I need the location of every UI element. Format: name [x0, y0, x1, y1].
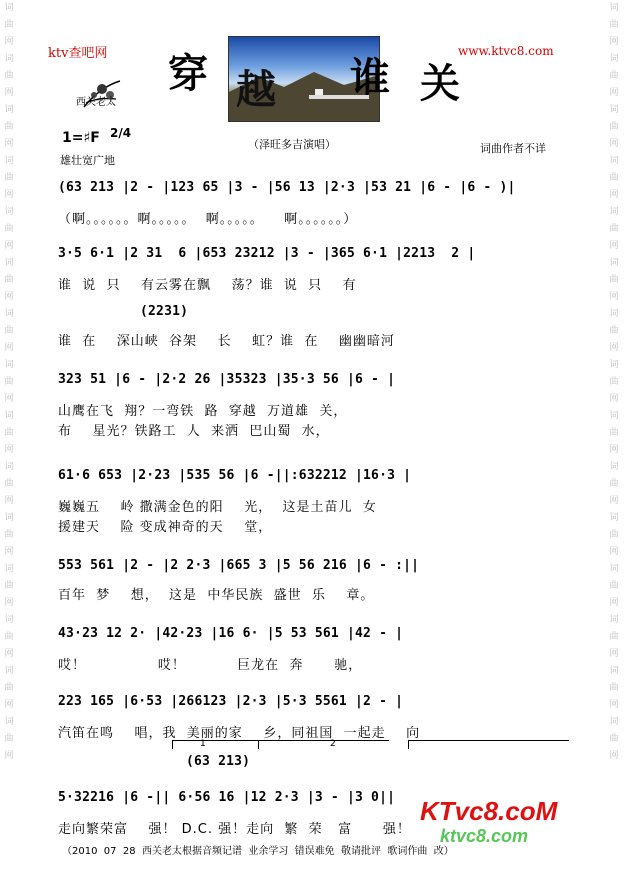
lyric-row-9: 走向繁荣富 强！ D.C. 强！走向 繁 荣 富 强！ [58, 822, 411, 837]
time-signature: 2/4 [110, 126, 132, 140]
credits: 词曲作者不详 [480, 142, 546, 155]
notes-row-4: 323 51 |6 - |2·2 26 |35323 |35·3 56 |6 - | [58, 372, 396, 387]
left-watermark-column: 词曲网词曲网词曲网词曲网词曲网词曲网词曲网词曲网词曲网词曲网词曲网词曲网词曲网词曲网词曲网 [4, 3, 14, 761]
ktvc8-logo-sub: ktvc8.com [440, 826, 529, 846]
ktvc8-logo: KTvc8.coM [420, 796, 558, 826]
tempo-marking: 雄壮宽广地 [60, 154, 115, 167]
notes-row-1: (63 213 |2 - |123 65 |3 - |56 13 |2·3 |53 21 |6 - |6 - )| [58, 180, 516, 195]
notes-row-8: 223 165 |6·53 |266123 |2·3 |5·3 5561 |2 - | [58, 694, 404, 709]
notes-row-9: 5·32216 |6 -|| 6·56 16 |12 2·3 |3 - |3 0|| [58, 790, 396, 805]
volta-label-2: 2 [330, 739, 336, 749]
lyric-row-5a: 巍巍五 岭 撒满金色的阳 光， 这是土苗儿 女 [58, 500, 377, 515]
lyric-row-5b: 援建天 险 变成神奇的天 堂， [58, 520, 273, 535]
notes-row-3-alt: (2231) [140, 304, 189, 319]
notes-row-6: 553 561 |2 - |2 2·3 |665 3 |5 56 216 |6 - :|| [58, 558, 420, 573]
notes-row-5: 61·6 653 |2·23 |535 56 |6 -||:632212 |16·3 | [58, 468, 412, 483]
lyric-row-4a: 山鹰在飞 翔？一弯铁 路 穿越 万道雄 关， [58, 404, 348, 419]
volta-label-1: 1 [200, 739, 206, 749]
key-signature: 1=♯F [62, 130, 100, 146]
notes-row-9-alt: (63 213) [186, 754, 251, 769]
title-char-1: 穿 [168, 50, 208, 97]
right-watermark-column: 词曲网词曲网词曲网词曲网词曲网词曲网词曲网词曲网词曲网词曲网词曲网词曲网词曲网词曲网词曲网 [609, 3, 619, 761]
site-name-left: ktv查吧网 [48, 46, 108, 61]
lyric-row-3: 谁 在 深山峡 谷架 长 虹？谁 在 幽幽暗河 [58, 334, 395, 349]
volta-bracket-3 [408, 740, 569, 749]
performer: （泽旺多吉演唱） [248, 138, 336, 151]
orchid-drawing [70, 58, 114, 92]
title-char-3: 谁 [350, 54, 390, 101]
lyric-row-7: 哎！ 哎！ 巨龙在 奔 驰， [58, 658, 363, 673]
title-char-2: 越 [236, 66, 276, 113]
title-char-4: 关 [420, 60, 460, 107]
lyric-row-4b: 布 星光？铁路工 人 来洒 巴山蜀 水， [58, 424, 330, 439]
lyric-row-6: 百年 梦 想， 这是 中华民族 盛世 乐 章。 [58, 588, 375, 603]
notes-row-7: 43·23 12 2· |42·23 |16 6· |5 53 561 |42 - | [58, 626, 404, 641]
lyric-row-2: 谁 说 只 有云雾在飘 荡？谁 说 只 有 [58, 278, 357, 293]
author-tag: 西关老太 [76, 97, 116, 108]
notes-row-2: 3·5 6·1 |2 31 6 |653 23212 |3 - |365 6·1 |2213 2 | [58, 246, 476, 261]
volta-bracket-2 [258, 740, 389, 749]
lyric-row-8: 汽笛在鸣 唱，我 美丽的家 乡，同祖国 一起走 向 [58, 726, 421, 741]
site-url-right: www.ktvc8.com [458, 44, 554, 58]
lyric-row-1: （啊。。。。。。啊。。。。。 啊。。。。。 啊。。。。。。） [58, 212, 358, 227]
footer-note: （2010 07 28 西关老太根据音频记谱 业余学习 错误难免 敬请批评 歌词作曲 改） [62, 846, 454, 857]
